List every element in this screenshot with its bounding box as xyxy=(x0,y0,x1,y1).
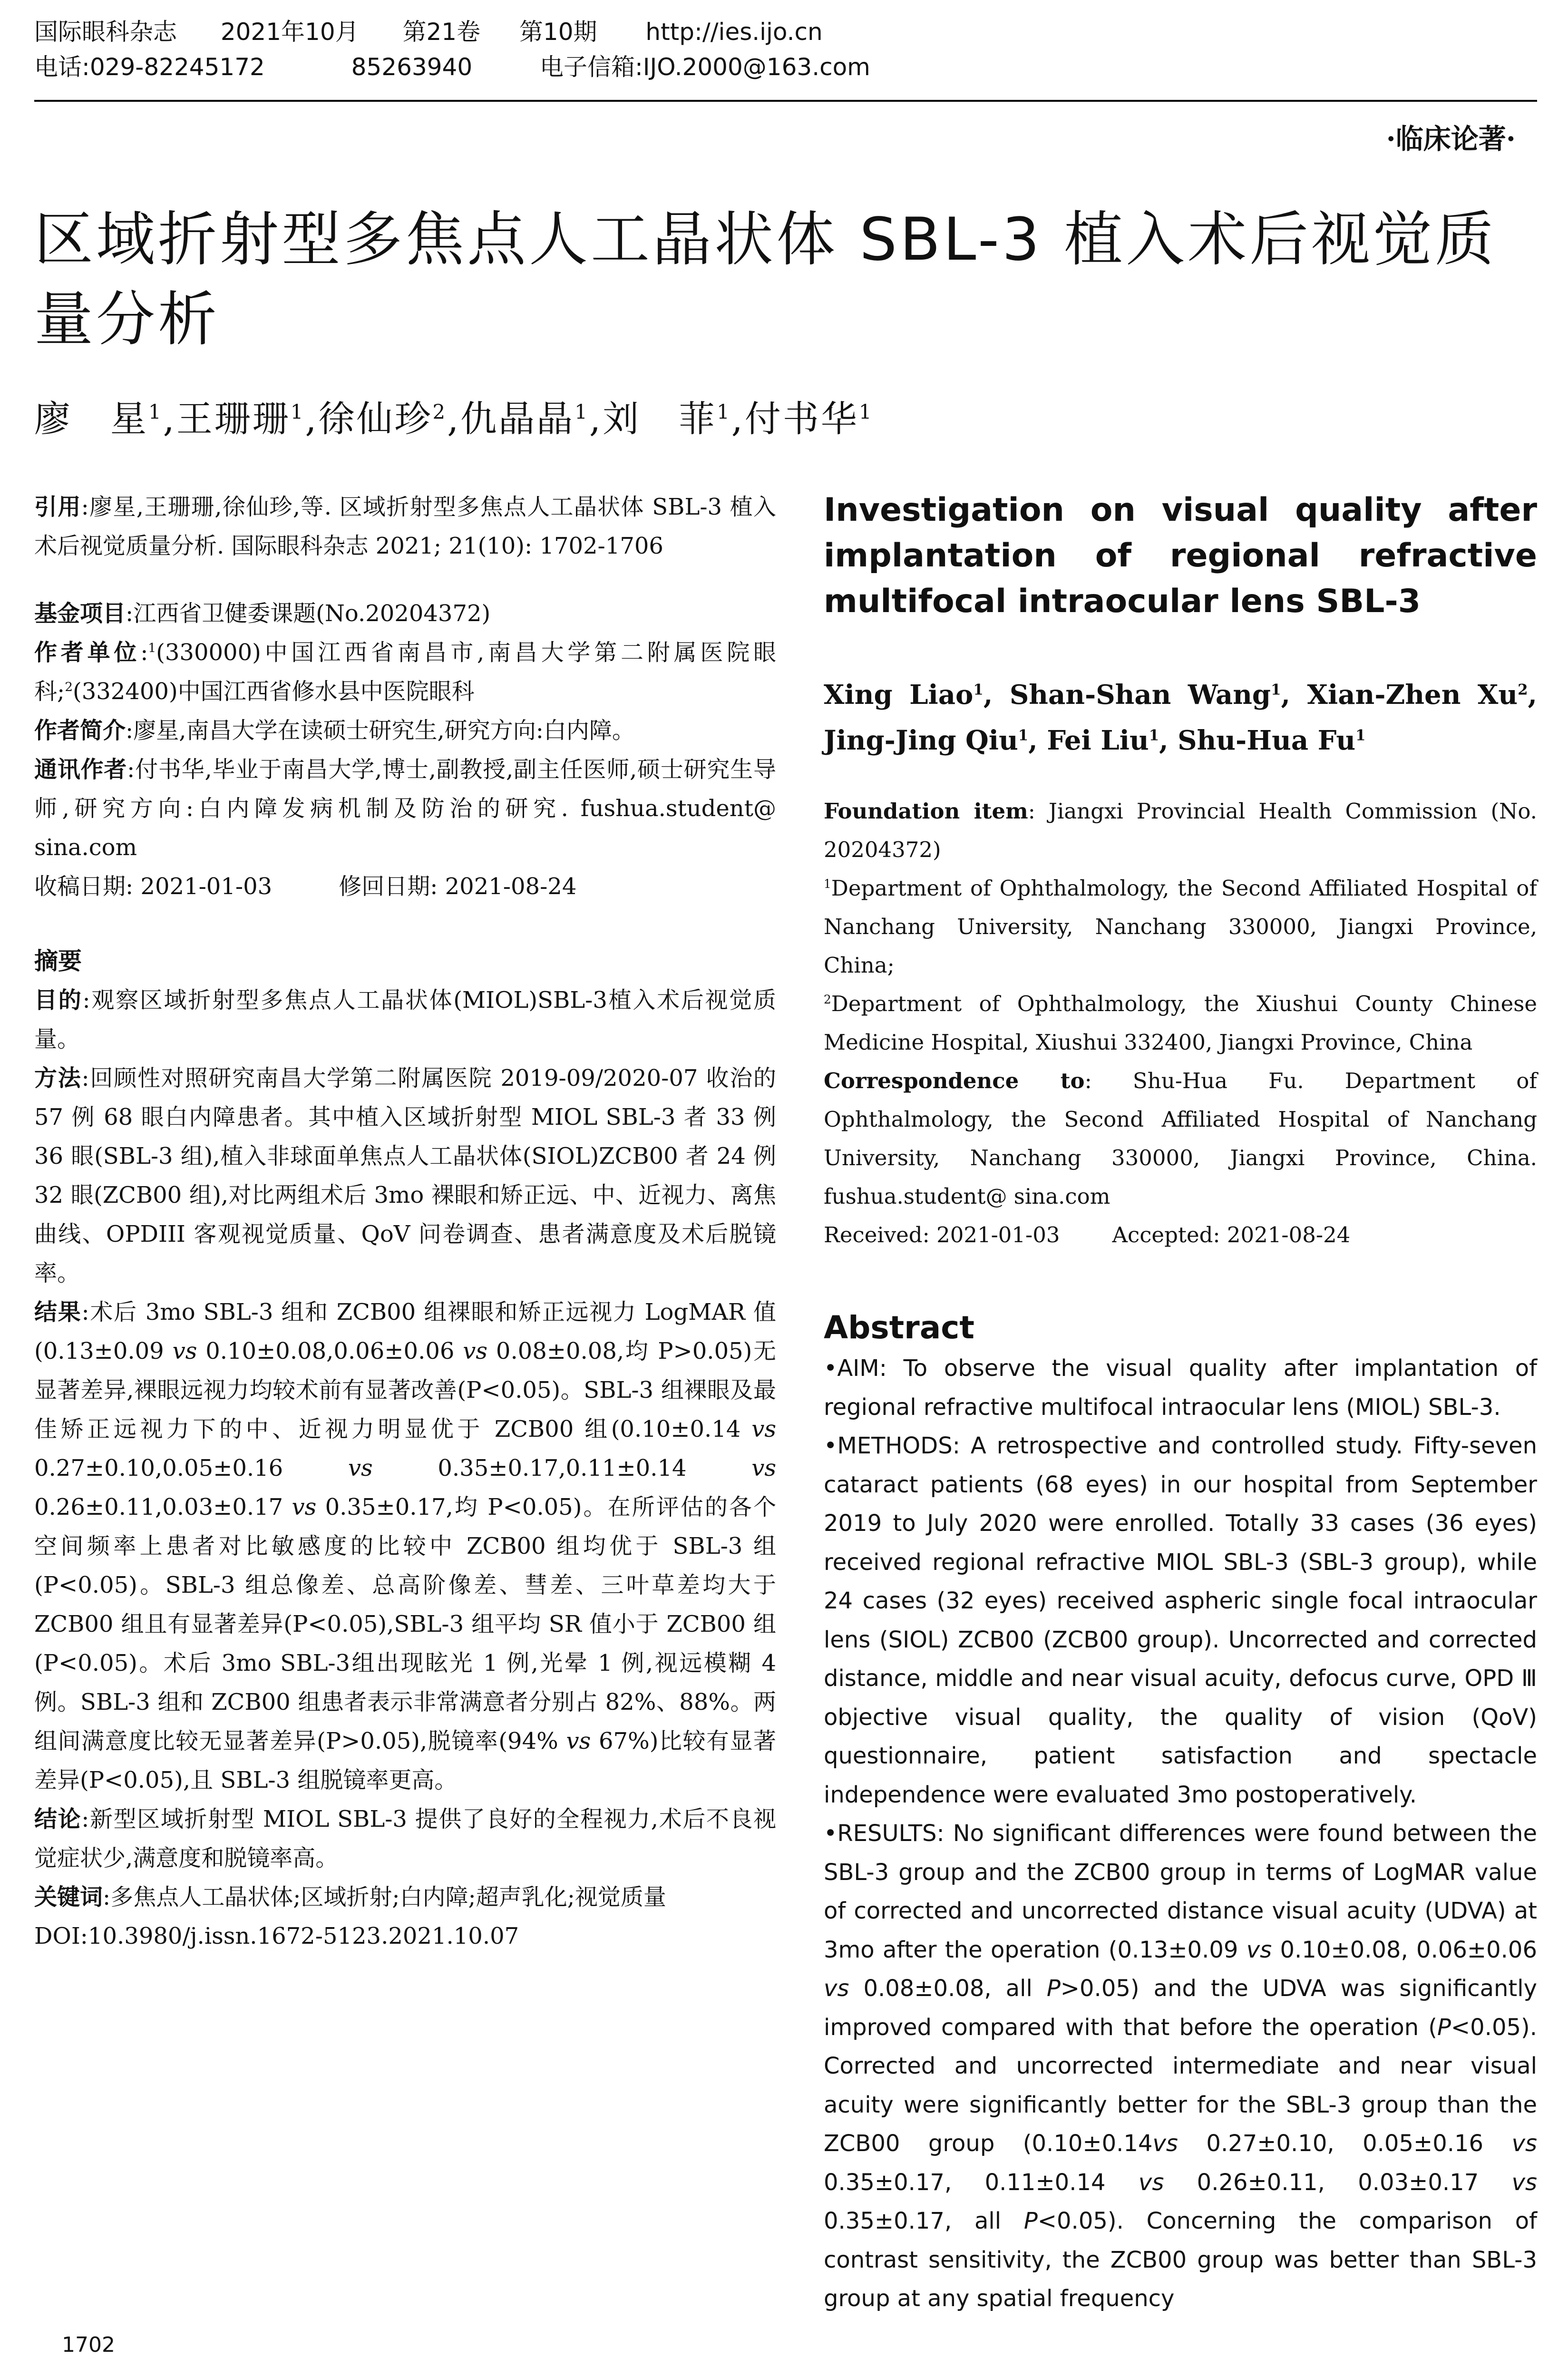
results-en-part: : No significant differences were found between the SBL-3 group and the ZCB00 group in terms of LogMAR value of corrected and uncorrected distance visual acuity (UDVA) at 3mo after the operation (0.13±0.09 xyxy=(824,1820,1537,1963)
aff-num-2: 2 xyxy=(65,680,73,694)
foundation-label-en: Foundation item xyxy=(824,799,1028,824)
author-affiliation-number: 1 xyxy=(858,400,874,424)
page-number: 1702 xyxy=(62,2333,115,2357)
author-unit: 作者单位:$^1$(330000)中国江西省南昌市,南昌大学第二附属医院眼科;$^2$(332400)中国江西省修水县中医院眼科 xyxy=(34,639,776,705)
author-name: Xian-Zhen Xu xyxy=(1307,679,1518,711)
aff-2: (332400)中国江西省修水县中医院眼科 xyxy=(72,678,475,705)
author-name: 王珊珊 xyxy=(176,398,291,440)
results-en-part: 0.35±0.17, 0.11±0.14 xyxy=(824,2169,1139,2196)
journal-url[interactable]: http://ies.ijo.cn xyxy=(645,18,823,46)
author-name: 仇晶晶 xyxy=(460,398,575,440)
results-cn-part: 0.08±0.08,均 P>0.05)无显著差异,裸眼远视力均较术前有显著改善(P<0.05)。SBL-3 组裸眼及最佳矫正远视力下的中、近视力明显优于 ZCB00 组(0.10±0.14 xyxy=(34,1338,776,1442)
results-label-cn: 结果 xyxy=(34,1299,82,1325)
issue: 第10期 xyxy=(519,18,597,46)
corr-label: 通讯作者 xyxy=(34,756,127,783)
aim-text-cn: :观察区域折射型多焦点人工晶状体(MIOL)SBL-3植入术后视觉质量。 xyxy=(34,987,776,1052)
accepted-date-en: Accepted: 2021-08-24 xyxy=(1112,1222,1351,1247)
results-cn-part: 0.26±0.11,0.03±0.17 xyxy=(34,1494,292,1520)
author-affiliation-number: 1 xyxy=(148,400,163,424)
left-column xyxy=(34,487,776,1956)
vs-text: vs xyxy=(1246,1936,1272,1963)
vs-text: vs xyxy=(751,1455,777,1481)
methods-text-cn: :回顾性对照研究南昌大学第二附属医院 2019-09/2020-07 收治的 57 例 68 眼白内障患者。其中植入区域折射型 MIOL SBL-3 者 33 例 36 眼(SBL-3 组),植入非球面单焦点人工晶状体(SIOL)ZCB00 者 24 例 32 眼(ZCB00 组),对比两组术后 3mo 裸眼和矫正远、中、近视力、离焦曲线、OPDIII 客观视觉质量、QoV 问卷调查、患者满意度及术后脱镜率。 xyxy=(34,1065,776,1286)
author-name: 付书华 xyxy=(744,398,859,440)
vs-text: vs xyxy=(292,1494,317,1520)
vs-text: vs xyxy=(1511,2130,1538,2157)
correspondence-en xyxy=(824,1062,1537,1216)
author-name: Jing-Jing Qiu xyxy=(824,725,1018,756)
aff-num-1: 1 xyxy=(148,641,156,655)
keywords-text-cn: :多焦点人工晶状体;区域折射;白内障;超声乳化;视觉质量 xyxy=(103,1884,666,1910)
received-date-cn: 收稿日期: 2021-01-03 xyxy=(34,873,273,900)
journal-name: 国际眼科杂志 xyxy=(34,18,177,46)
aff-text-2-en: Department of Ophthalmology, the Xiushui County Chinese Medicine Hospital, Xiushui 332400, Jiangxi Province, China xyxy=(824,991,1537,1055)
author-bio xyxy=(34,711,776,750)
affiliation-1-en xyxy=(824,869,1537,984)
bio-label: 作者简介 xyxy=(34,717,126,744)
results-cn-part: 0.35±0.17,0.11±0.14 xyxy=(372,1455,752,1481)
author-affiliation-number: 1 xyxy=(1149,727,1159,744)
corr-text-en: : Shu-Hua Fu. Department of Ophthalmology, the Second Affiliated Hospital of Nanchang University, Nanchang 330000, Jiangxi Province, China. fushua.student@ sina.com xyxy=(824,1068,1537,1209)
vs-text: vs xyxy=(1511,2169,1537,2196)
phone-2: 85263940 xyxy=(351,53,473,81)
author-name: Xing Liao xyxy=(824,679,974,711)
results-cn-part: 0.27±0.10,0.05±0.16 xyxy=(34,1455,348,1481)
author-name: Shan-Shan Wang xyxy=(1009,679,1271,711)
authors-en: Xing Liao$^1$, Shan-Shan Wang$^1$, Xian-Zhen Xu$^2$, Jing-Jing Qiu$^1$, Fei Liu$^1$, Shu-Hua Fu$^1$ xyxy=(824,679,1538,756)
conclusion-cn xyxy=(34,1800,776,1878)
results-cn-part: 0.10±0.08,0.06±0.06 xyxy=(197,1338,463,1364)
right-column xyxy=(824,487,1537,2319)
results-cn-part: 0.35±0.17,均 P<0.05)。在所评估的各个空间频率上患者对比敏感度的比较中 ZCB00 组均优于 SBL-3 组(P<0.05)。SBL-3 组总像差、总高阶像差、彗差、三叶草差均大于 ZCB00 组且有显著差异(P<0.05),SBL-3 组平均 SR 值小于 ZCB00 组(P<0.05)。术后 3mo SBL-3组出现眩光 1 例,光晕 1 例,视远模糊 4 例。SBL-3 组和 ZCB00 组患者表示非常满意者分别占 82%、88%。两组间满意度比较无显著差异(P>0.05),脱镜率(94% xyxy=(34,1494,776,1754)
bio-text: :廖星,南昌大学在读硕士研究生,研究方向:白内障。 xyxy=(126,717,635,744)
aff-num-2-en: 2 xyxy=(824,993,831,1006)
results-en-part: 0.27±0.10, 0.05±0.16 xyxy=(1178,2130,1512,2157)
header-divider xyxy=(34,100,1537,102)
vs-text: vs xyxy=(566,1728,591,1754)
keywords-cn xyxy=(34,1878,776,1917)
author-affiliation-number: 1 xyxy=(1018,727,1029,744)
citation-label: 引用 xyxy=(34,494,81,520)
vs-text: vs xyxy=(751,1416,776,1442)
results-en-part: 0.26±0.11, 0.03±0.17 xyxy=(1164,2169,1512,2196)
author-name: Fei Liu xyxy=(1047,725,1149,756)
dates-cn xyxy=(34,867,776,906)
methods-label-en: METHODS xyxy=(837,1432,953,1459)
results-cn-part: :术后 3mo SBL-3 组和 ZCB00 组裸眼和矫正远视力 LogMAR 值(0.13±0.09 xyxy=(34,1299,776,1364)
p-text: P xyxy=(1437,2014,1451,2041)
author-affiliation-number: 1 xyxy=(290,400,305,424)
email[interactable]: 电子信箱:IJO.2000@163.com xyxy=(539,53,870,81)
aim-text-en: : To observe the visual quality after implantation of regional refractive multifocal intraocular lens (MIOL) SBL-3. xyxy=(824,1355,1537,1421)
fund-item xyxy=(34,594,776,633)
aff-text-1-en: Department of Ophthalmology, the Second Affiliated Hospital of Nanchang University, Nanchang 330000, Jiangxi Province, China; xyxy=(824,876,1537,978)
foundation-text-en: : Jiangxi Provincial Health Commission (No. 20204372) xyxy=(824,799,1537,862)
author-name: 徐仙珍 xyxy=(318,398,433,440)
author-affiliation-number: 1 xyxy=(1355,727,1366,744)
correspondence-cn xyxy=(34,750,776,867)
author-affiliation-number: 2 xyxy=(1518,681,1528,699)
author-name: Shu-Hua Fu xyxy=(1178,725,1356,756)
p-text: P xyxy=(1023,2208,1038,2234)
vs-text: vs xyxy=(1152,2130,1178,2157)
citation xyxy=(34,487,776,565)
abstract-heading-en: Abstract xyxy=(824,1309,974,1346)
page-header xyxy=(34,14,1537,85)
vs-text: vs xyxy=(824,1975,849,2002)
results-en-part: <0.05). Concerning the comparison of contrast sensitivity, the ZCB00 group was better than SBL-3 group at any spatial frequency xyxy=(824,2208,1537,2312)
results-en-part: >0.05) and the UDVA was significantly improved compared with that before the operation ( xyxy=(824,1975,1537,2041)
vs-text: vs xyxy=(172,1338,197,1364)
unit-label: 作者单位 xyxy=(34,639,141,666)
methods-text-en: : A retrospective and controlled study. Fifty-seven cataract patients (68 eyes) in our hospital from September 2019 to July 2020 were enrolled. Totally 33 cases (36 eyes) received regional refractive MIOL SBL-3 (SBL-3 group), while 24 cases (32 eyes) received aspheric single focal intraocular lens (SIOL) ZCB00 (ZCB00 group). Uncorrected and corrected distance, middle and near visual acuity, defocus curve, OPD Ⅲ objective visual quality, the quality of vision (QoV) questionnaire, patient satisfaction and spectacle independence were evaluated 3mo postoperatively. xyxy=(824,1432,1537,1808)
foundation-item-en xyxy=(824,792,1537,869)
article-title-en: Investigation on visual quality after implantation of regional refractive multifocal intraocular lens SBL-3 xyxy=(824,491,1537,620)
results-en-part: <0.05). Corrected and uncorrected intermediate and near visual acuity were significantly better for the SBL-3 group than the ZCB00 group (0.10±0.14 xyxy=(824,2014,1537,2157)
author-name: 廖 星 xyxy=(34,398,148,440)
section-label: ·临床论著· xyxy=(1386,123,1516,155)
results-en-part: 0.10±0.08, 0.06±0.06 xyxy=(1272,1936,1538,1963)
aim-label-cn: 目的 xyxy=(34,987,83,1013)
results-label-en: RESULTS xyxy=(837,1820,937,1847)
aff-num-1-en: 1 xyxy=(824,877,831,891)
methods-label-cn: 方法 xyxy=(34,1065,82,1091)
author-affiliation-number: 2 xyxy=(432,400,448,424)
results-en-part: 0.08±0.08, all xyxy=(849,1975,1047,2002)
results-en xyxy=(824,1814,1537,2319)
author-affiliation-number: 1 xyxy=(717,400,731,424)
conclusion-label-cn: 结论 xyxy=(34,1806,82,1832)
results-en-part: 0.35±0.17, all xyxy=(824,2208,1024,2234)
aff-1: (330000)中国江西省南昌市,南昌大学第二附属医院眼科; xyxy=(34,639,776,705)
issue-date: 2021年10月 xyxy=(220,18,359,46)
vs-text: vs xyxy=(463,1338,488,1364)
author-affiliation-number: 1 xyxy=(973,681,984,699)
results-cn xyxy=(34,1293,776,1800)
authors-cn: 廖 星$^1$,王珊珊$^1$,徐仙珍$^2$,仇晶晶$^1$,刘 菲$^1$,付书华$^1$ xyxy=(34,398,874,440)
abstract-heading-cn: 摘要 xyxy=(34,947,82,975)
vs-text: vs xyxy=(1138,2169,1164,2196)
citation-text: :廖星,王珊珊,徐仙珍,等. 区域折射型多焦点人工晶状体 SBL-3 植入术后视觉质量分析. 国际眼科杂志 2021; 21(10): 1702-1706 xyxy=(34,494,776,559)
volume: 第21卷 xyxy=(402,18,481,46)
methods-en xyxy=(824,1427,1537,1814)
results-cn-part: 67%)比较有显著差异(P<0.05),且 SBL-3 组脱镜率更高。 xyxy=(34,1728,776,1793)
keywords-label-cn: 关键词 xyxy=(34,1884,103,1910)
aim-en xyxy=(824,1349,1537,1427)
affiliation-2-en xyxy=(824,984,1537,1062)
fund-label: 基金项目 xyxy=(34,600,126,627)
phone: 电话:029-82245172 xyxy=(34,53,265,81)
article-title-cn: 区域折射型多焦点人工晶状体 SBL-3 植入术后视觉质量分析 xyxy=(34,205,1497,354)
fund-text: :江西省卫健委课题(No.20204372) xyxy=(126,600,491,627)
corr-label-en: Correspondence to xyxy=(824,1068,1085,1093)
dates-en xyxy=(824,1216,1537,1254)
aim-label-en: AIM xyxy=(837,1355,879,1382)
vs-text: vs xyxy=(348,1455,373,1481)
corr-text: :付书华,毕业于南昌大学,博士,副教授,副主任医师,硕士研究生导师,研究方向:白内障发病机制及防治的研究. fushua.student@ sina.com xyxy=(34,756,776,861)
received-date-en: Received: 2021-01-03 xyxy=(824,1222,1060,1247)
author-name: 刘 菲 xyxy=(603,398,717,440)
revised-date-cn: 修回日期: 2021-08-24 xyxy=(339,873,577,900)
author-affiliation-number: 1 xyxy=(1271,681,1281,699)
conclusion-text-cn: :新型区域折射型 MIOL SBL-3 提供了良好的全程视力,术后不良视觉症状少,满意度和脱镜率高。 xyxy=(34,1806,776,1871)
header-line-2 xyxy=(34,49,1537,85)
p-text: P xyxy=(1046,1975,1061,2002)
header-line-1 xyxy=(34,14,1537,49)
aim-cn xyxy=(34,981,776,1059)
doi[interactable]: DOI:10.3980/j.issn.1672-5123.2021.10.07 xyxy=(34,1923,519,1949)
methods-cn xyxy=(34,1059,776,1293)
author-affiliation-number: 1 xyxy=(575,400,589,424)
